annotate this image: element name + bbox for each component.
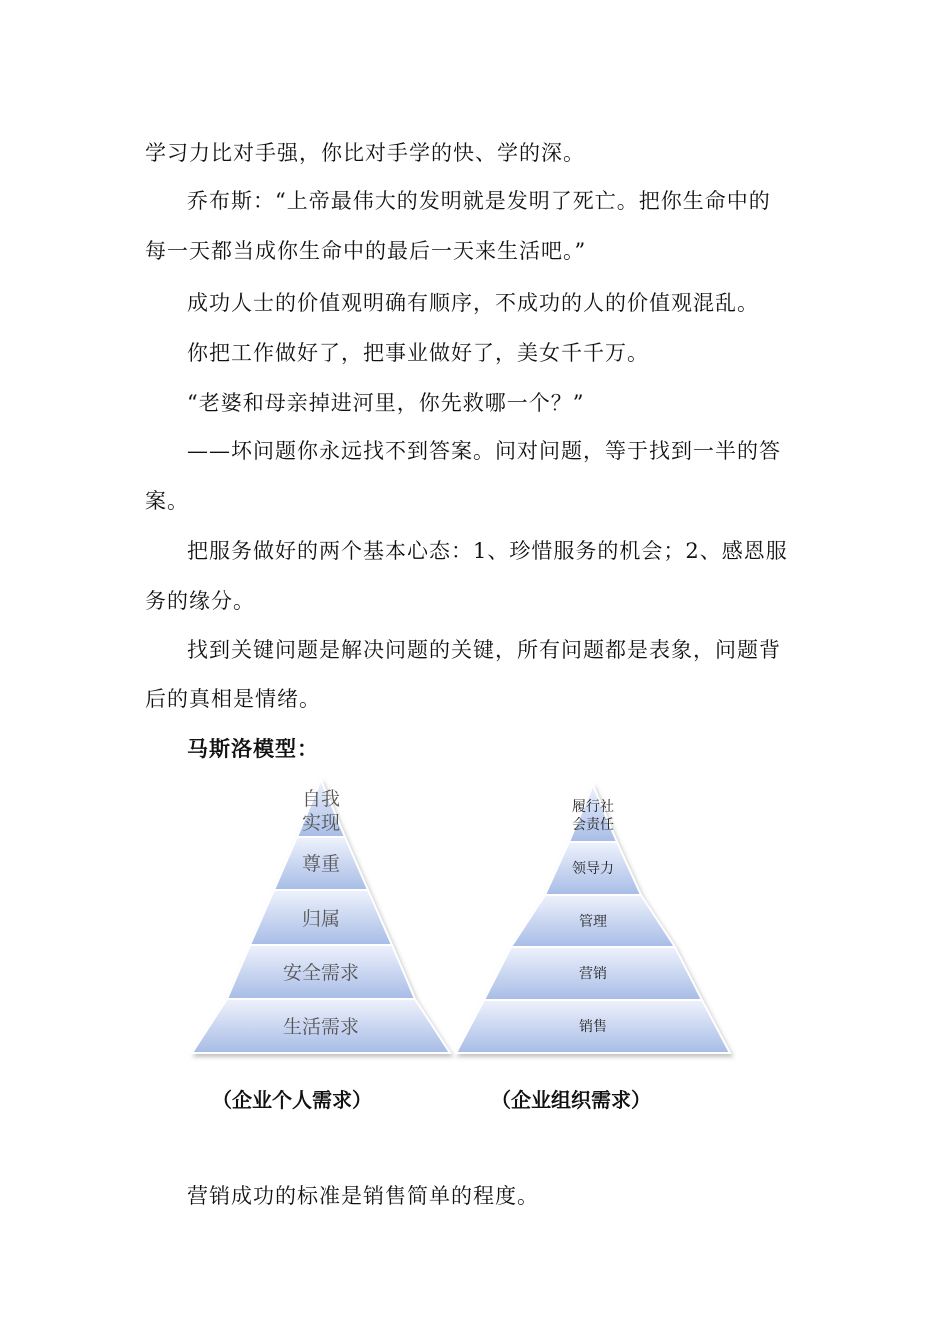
pyramid-right-label-5: 销售 xyxy=(579,1019,607,1035)
pyramid-left-label-4: 安全需求 xyxy=(282,962,360,984)
pyramid-left-top-line-1: 自我 xyxy=(301,788,341,810)
paragraph-5: “老婆和母亲掉进河里，你先救哪一个？” xyxy=(187,391,585,415)
maslow-pyramids-svg xyxy=(180,775,760,1075)
paragraph-1: 学习力比对手强，你比对手学的快、学的深。 xyxy=(145,141,585,165)
maslow-diagram xyxy=(180,775,760,1075)
pyramid-left-top-line-2: 实现 xyxy=(301,812,341,834)
pyramid-right-top-line-1: 履行社 xyxy=(572,799,614,815)
caption-right: （企业组织需求） xyxy=(491,1088,651,1112)
pyramid-right-label-2: 领导力 xyxy=(572,861,614,877)
pyramid-right-label-3: 管理 xyxy=(579,914,607,930)
pyramid-left-label-2: 尊重 xyxy=(301,853,341,875)
paragraph-2-line-2: 每一天都当成你生命中的最后一天来生活吧。” xyxy=(145,239,587,263)
caption-left: （企业个人需求） xyxy=(212,1088,372,1112)
pyramid-left-label-3: 归属 xyxy=(301,908,341,930)
paragraph-7-line-2: 务的缘分。 xyxy=(145,589,255,613)
paragraph-4: 你把工作做好了，把事业做好了，美女千千万。 xyxy=(187,341,649,365)
paragraph-8-line-2: 后的真相是情绪。 xyxy=(145,687,321,711)
paragraph-7-line-1: 把服务做好的两个基本心态：1、珍惜服务的机会；2、感恩服 xyxy=(187,539,788,563)
pyramid-left-label-5: 生活需求 xyxy=(282,1016,360,1038)
paragraph-6-line-1: ——坏问题你永远找不到答案。问对问题，等于找到一半的答 xyxy=(187,439,781,463)
pyramid-right-label-4: 营销 xyxy=(579,966,607,982)
paragraph-2-line-1: 乔布斯：“上帝最伟大的发明就是发明了死亡。把你生命中的 xyxy=(187,189,771,213)
section-heading: 马斯洛模型： xyxy=(187,736,319,761)
paragraph-3: 成功人士的价值观明确有顺序，不成功的人的价值观混乱。 xyxy=(187,291,759,315)
paragraph-8-line-1: 找到关键问题是解决问题的关键，所有问题都是表象，问题背 xyxy=(187,638,781,662)
closing-paragraph: 营销成功的标准是销售简单的程度。 xyxy=(187,1184,539,1208)
paragraph-6-line-2: 案。 xyxy=(145,489,189,513)
pyramid-right-top-line-2: 会责任 xyxy=(572,817,614,833)
